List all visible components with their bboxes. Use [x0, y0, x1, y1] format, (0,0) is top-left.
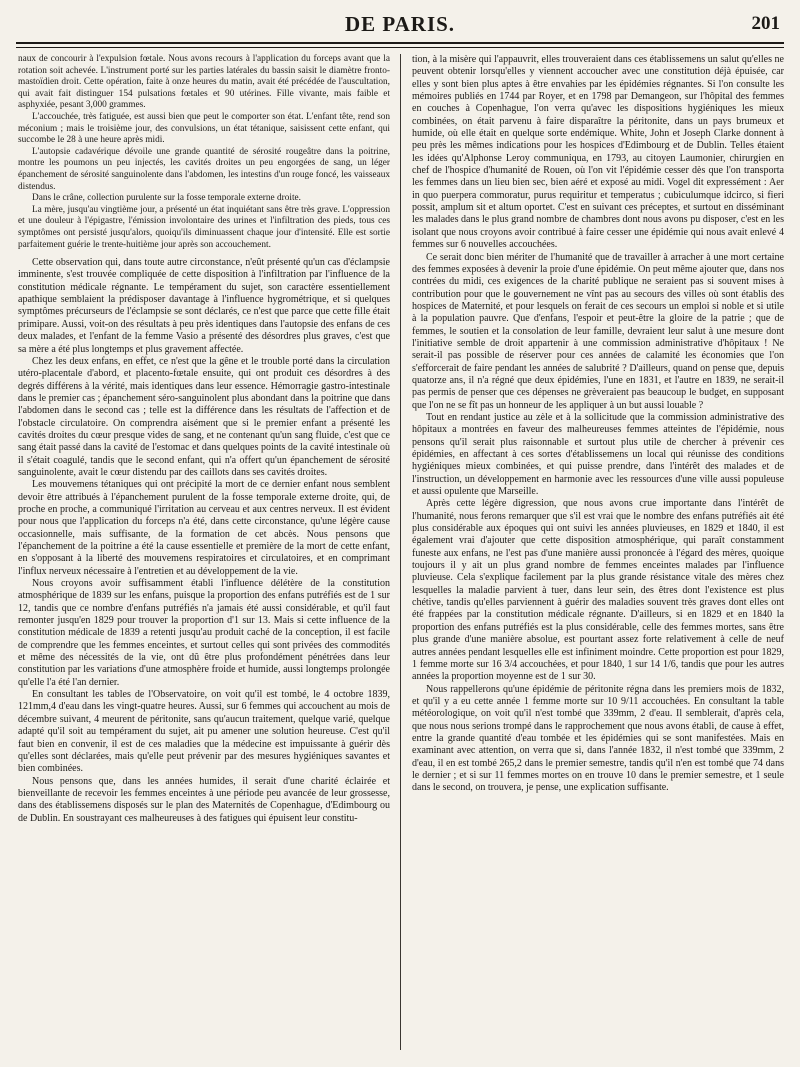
- column-divider: [400, 54, 401, 1050]
- paragraph: Nous rappellerons qu'une épidémie de péritonite régna dans les premiers mois de 1832, et qu'il y a eu cette année 1 femme morte sur 10 9/11 accouchées. En consultant la table météorologique, on voit qu'il n'est tombé que 339mm, 2 d'eau. Il semblerait, d'après cela, que nous nous serions trompé dans le rapprochement que nous avons établi, de cause à effet, entre la grande quantité d'eau tombée et les épidémies qui se sont manifestées. Mais en examinant avec attention, on verra que si, dans l'année 1832, il n'est tombé que 339mm, 2 d'eau, il en est tombé 265,2 dans le premier semestre, tandis qu'il n'en est tombé que 74 dans le dernier ; et si sur 11 femmes mortes on en trouve 10 dans le premier semestre, et 1 seule dans le second, on trouvera, je pense, une explication suffisante.: [412, 683, 784, 794]
- paragraph: Ce serait donc bien mériter de l'humanité que de travailler à arracher à une mort certaine des femmes exposées à devenir la proie d'une épidémie. On peut même ajouter que, dans nos contrées du midi, ces exigences de la charité publique ne seraient pas si souvent mises à contribution pour que le gouvernement ne vînt pas au secours des villes où sont établis des hospices de Maternité, et pour lesquels on ferait de ces secours un emploi si noble et si utile à la population pauvre. Que d'enfans, l'espoir et peut-être la gloire de la patrie ; que de femmes, le soutien et la consolation de leur famille, devraient leur salut à une mesure dont l'initiative semble de droit appartenir à une commission administrative d'hôpitaux ! Ne serait-il pas possible de réserver pour ces années de calamité les économies que l'on s'efforcerait de faire pendant les années de salubrité ? D'ailleurs, quand on pense que, depuis quatorze ans, il n'a régné que deux épidémies, l'une en 1831, et l'autre en 1839, ne serait-il pas permis de penser que ces dépenses ne grèveraient pas beaucoup le budget, en supposant que l'on ne se fît pas un honneur de les appliquer à un but aussi louable ?: [412, 251, 784, 411]
- page-header: [16, 12, 784, 44]
- paragraph: Dans le crâne, collection purulente sur la fosse temporale externe droite.: [32, 193, 301, 204]
- paragraph: La mère, jusqu'au vingtième jour, a présenté un état inquiétant sans être très grave. L'oppression et une douleur à l'épigastre, l'émission involontaire des urines et l'infiltration des pieds, tous ces symptômes ont persisté jusqu'alors, quoiqu'ils diminuassent chaque jour d'intensité. Elle est sortie parfaitement guérie le trente-huitième jour après son accouchement.: [18, 204, 390, 250]
- paragraph: Chez les deux enfans, en effet, ce n'est que la gêne et le trouble porté dans la circulation utéro-placentale d'abord, et placento-fœtale ensuite, qui ont produit ces désordres à des degrés différens à la vérité, mais identiques dans leur essence. Hémorragie gastro-intestinale dans le premier cas ; épanchement séro-sanguinolent plus abondant dans la poitrine que dans l'abdomen dans le second cas ; telle est la différence dans les résultats de l'affection et de l'obstacle circulatoire. On comprendra aisément que si le premier enfant a présenté les cavités droites du cœur presque vides de sang, et ne contenant qu'un sang fluide, c'est que ce sang était passé dans la cavité de l'estomac et dans quelques points de la cavité intestinale où il s'était coagulé, tandis que le second enfant, qui n'a offert qu'un épanchement de sérosité sanguinolente, avait le cœur distendu par des caillots dans ses cavités droites.: [18, 355, 390, 478]
- right-column: [412, 54, 784, 1050]
- paragraph: En consultant les tables de l'Observatoire, on voit qu'il est tombé, le 4 octobre 1839, 121mm,4 d'eau dans les vingt-quatre heures. Aussi, sur 6 femmes qui accouchent au mois de décembre suivant, 4 meurent de péritonite, sans qu'aucun traitement, quelque varié, quelque adapté qu'il soit au tempérament du sujet, ait pu amener une solution heureuse. C'est qu'il faut bien en convenir, il est de ces maladies que la médecine est impuissante à guérir dès qu'elles sont déclarées, mais qu'elle peut prévenir par des mesures hygiéniques savantes et bien combinées.: [18, 689, 390, 775]
- paragraph: L'autopsie cadavérique dévoile une grande quantité de sérosité rougeâtre dans la poitrine, montre les poumons un peu injectés, les cavités droites un peu engorgées de sang, un léger épanchement de sérosité sanguinolente dans l'abdomen, les intestins d'un rouge foncé, les vaisseaux distendus.: [18, 146, 390, 192]
- paragraph: Les mouvemens tétaniques qui ont précipité la mort de ce dernier enfant nous semblent devoir être attribués à l'épanchement purulent de la fosse temporale externe droite, qui, de proche en proche, a communiqué l'irritation au cerveau et aux centres nerveux. Il est évident pour nous que l'application du forceps n'a été, dans cette circonstance, qu'une légère cause occasionnelle, mais suffisante, de la formation de cet abcès. Nous pensons que l'épanchement de la poitrine a été la cause essentielle et première de la mort de cette enfant, en s'opposant à la liberté des mouvemens respiratoires et circulatoires, et en comprimant l'influx nerveux nécessaire à l'entretien et au développement de la vie.: [18, 479, 390, 577]
- paragraph: Nous croyons avoir suffisamment établi l'influence délétère de la constitution atmosphérique de 1839 sur les enfans, puisque la proportion des enfans putréfiés est de 1 sur 12, tandis que ce nombre d'enfans putréfiés n'a jamais été aussi considérable, et qu'il faut remonter jusqu'en 1829 pour trouver la proportion d'1 sur 13. Mais si cette influence de la constitution médicale de 1839 a retenti jusqu'au produit caché de la conception, il est facile de comprendre que les femmes enceintes, et surtout celles qui sont privées des commodités et même des nécessités de la vie, ont dû être plus profondément pénétrées dans leur constitution par les variations d'une atmosphère froide et humide, aussi longtemps prolongée qu'elle l'a été l'an dernier.: [18, 578, 390, 688]
- page-title: DE PARIS.: [344, 12, 456, 36]
- header-rule: [16, 47, 784, 48]
- paragraph: tion, à la misère qui l'appauvrit, elles trouveraient dans ces établissemens un salut qu'elles ne peuvent obtenir lorsqu'elles y viennent accoucher avec une constitution déjà épuisée, car elles y sont bien plus aptes à être envahies par les épidémies régnantes. Si l'on consulte les mémoires publiés en 1744 par Royer, et en 1798 par Demangeon, sur l'hôpital des femmes en couches à Copenhague, l'on verra qu'avec les dispositions hygiéniques les mieux combinées, on était parvenu à faire disparaître la péritonite, dans un pays brumeux et humide, où elle était en quelque sorte endémique. White, John et Joseph Clarke donnent à peu près les mêmes indications pour les hospices d'Edimbourg et de Dublin. Telles étaient les idées qu'Alphonse Leroy communiqua, en 1793, au citoyen Laumonier, chirurgien en chef de l'hospice d'humanité de Rouen, où l'on vit l'épidémie cesser dès que l'on transporta les femmes dans un lieu bien sec, bien aéré et exposé au midi. Vogel dit expressément : Aer in quo puerpera commoratur, purus requiritur et temperatus ; cubiculumque idcirco, si fieri possit, amplum sit et altum oportet. C'est en suivant ces préceptes, et surtout en disséminant les malades dans le plus grand nombre de chambres dont nous avons pu disposer, c'est en les isolant que nous croyons avoir contribué à faire cesser une épidémie qui nous avait enlevé 4 femmes sur 6 nouvelles accouchées.: [412, 54, 784, 251]
- paragraph: L'accouchée, très fatiguée, est aussi bien que peut le comporter son état. L'enfant tête, rend son méconium ; mais le troisième jour, des convulsions, un état tétanique, saisissent cette enfant, qui succombe le 28 à une heure après midi.: [18, 111, 390, 146]
- left-column: [18, 54, 390, 1050]
- paragraph: Cette observation qui, dans toute autre circonstance, n'eût présenté qu'un cas d'éclampsie imminente, s'est trouvée compliquée de cette disposition à l'infiltration par l'influence de la constitution médicale régnante. Le tempérament du sujet, son caractère essentiellement apathique semblaient la prédisposer davantage à l'influence hygrométrique, et si quelques symptômes précurseurs de l'éclampsie se sont déclarés, ce n'est que parce que cette fille était primipare. Aussi, voit-on des résultats à peu près identiques dans l'autopsie des enfans de ces deux malades, et l'enfant de la femme Vasio a présenté des désordres plus graves, c'est que sa mère a été plus longtemps et plus gravement affectée.: [18, 257, 390, 355]
- paragraph: Tout en rendant justice au zèle et à la sollicitude que la commission administrative des hôpitaux a montrées en faveur des malheureuses femmes atteintes de l'épidémie, nous pensons qu'il serait plus raisonnable et surtout plus utile de chercher à prévenir ces épidémies, en affectant à ces sortes d'établissemens un local qui réunisse des conditions hygiéniques mieux combinées, et qui puisse prendre, dans l'intérêt des malades et de l'instruction, un développement en harmonie avec les ressources d'une ville aussi populeuse et aussi opulente que Marseille.: [412, 411, 784, 498]
- paragraph: naux de concourir à l'expulsion fœtale. Nous avons recours à l'application du forceps avant que la rotation soit achevée. L'instrument porté sur les parties latérales du bassin saisit le diamètre fronto-mastoïdien droit. Cette opération, faite à onze heures du matin, avait été précédée de l'auscultation, qui avait fait distinguer 154 pulsations fœtales et 90 utérines. Fille vivante, mais faible et asphyxiée, pesant 3,000 grammes.: [18, 54, 390, 111]
- page-number: 201: [751, 13, 780, 34]
- paragraph: Après cette légère digression, que nous avons crue importante dans l'intérêt de l'humanité, nous ferons remarquer que s'il est vrai que le nombre des enfans putréfiés ait été plus considérable aux époques qui ont suivi les années pluvieuses, en 1829 et 1840, il est également vrai d'ajouter que cette disposition atmosphérique, qui paraît constamment funeste aux enfans, ne l'est pas d'une manière aussi prononcée à l'égard des mères, quoique toujours il y ait un plus grand nombre de femmes enceintes malades par l'influence pluvieuse. Cela s'explique facilement par la plus grande résistance vitale des mères chez lesquelles la maladie parvient à tuer, dans leur sein, des êtres dont l'existence est plus chétive, tandis qu'elles parviennent à guérir des maladies souvent très graves dont elles ont été frappées par la constitution médicale régnante. D'ailleurs, si en 1829 et en 1840 la proportion des enfans putréfiés est la plus considérable, celle des femmes mortes, sans être plus grande d'une manière absolue, est pourtant assez forte relativement à celle de neuf autres années pendant lesquelles elle est infiniment moindre. Cette proportion est pour 1829, 1 femme morte sur 16 3/4 accouchées, et pour 1840, 1 sur 14 1/6, tandis que pour les autres années la proportion moyenne est de 1 sur 30.: [412, 498, 784, 683]
- paragraph: Nous pensons que, dans les années humides, il serait d'une charité éclairée et bienveillante de recevoir les femmes enceintes à une période peu avancée de leur grossesse, dans des établissemens disposés sur le plan des Maternités de Copenhague, d'Edimbourg ou de Dublin. En soustrayant ces malheureuses à des fatigues qui épuisent leur constitu-: [18, 775, 390, 824]
